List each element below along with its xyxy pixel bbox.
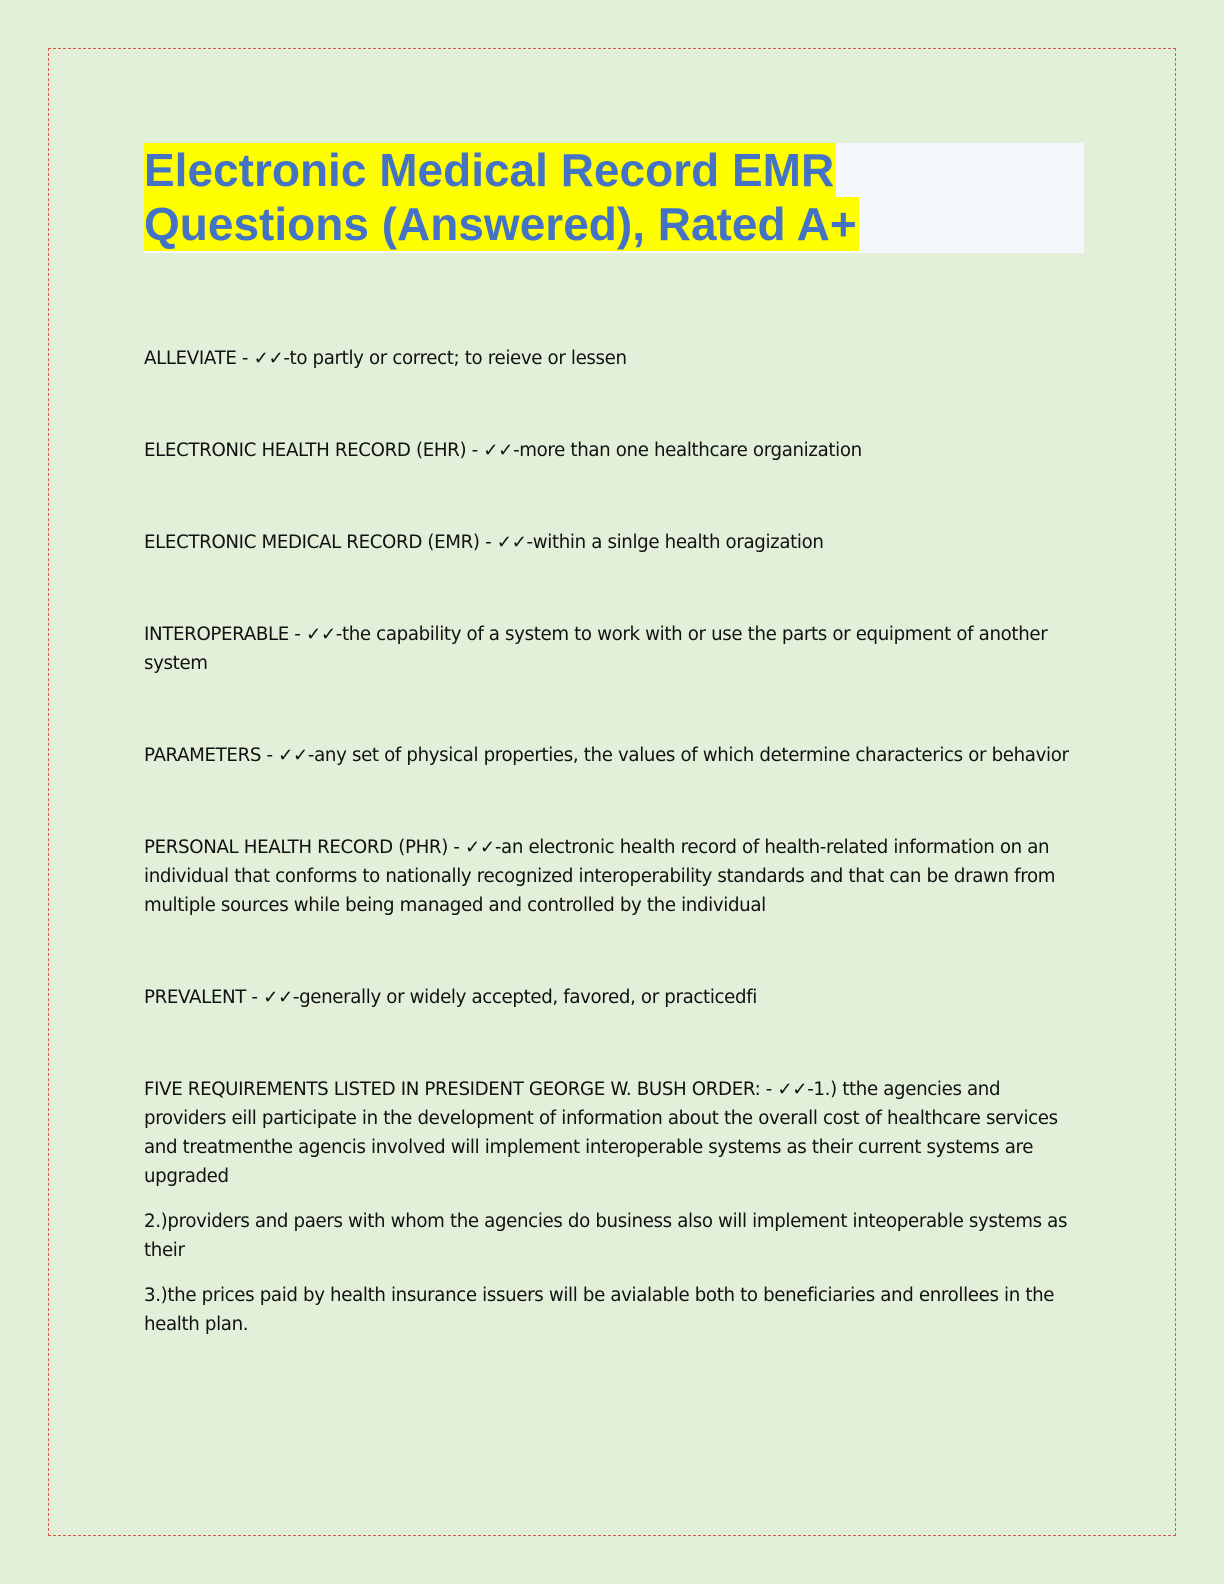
entry-definition: -any set of physical properties, the values of which determine characterics or behavior bbox=[307, 745, 1069, 766]
double-check-icon: ✓✓ bbox=[278, 745, 308, 766]
entry-alleviate bbox=[144, 344, 1084, 373]
double-check-icon: ✓✓ bbox=[305, 624, 336, 645]
double-check-icon: ✓✓ bbox=[496, 532, 527, 553]
double-check-icon: ✓✓ bbox=[253, 348, 284, 369]
double-check-icon: ✓✓ bbox=[777, 1079, 808, 1100]
entry-term: ALLEVIATE - bbox=[144, 348, 254, 369]
sub-point-2: 2.)providers and paers with whom the agencies do business also will implement inteoperable systems as their bbox=[144, 1211, 1068, 1261]
entry-term: PERSONAL HEALTH RECORD (PHR) - bbox=[144, 837, 466, 858]
entry-term: FIVE REQUIREMENTS LISTED IN PRESIDENT GEORGE W. BUSH ORDER: - bbox=[144, 1079, 778, 1100]
entry-definition: -more than one healthcare organization bbox=[513, 440, 862, 461]
entry-phr bbox=[144, 833, 1084, 920]
entry-definition: -1.) tthe agencies and providers eill participate in the development of information about the overall cost of healthcare services and treatmenthe agencis involved will implement interoperable systems as their current systems are upgraded bbox=[144, 1079, 1058, 1187]
title-line-2: Questions (Answered), Rated A+ bbox=[144, 198, 857, 250]
double-check-icon: ✓✓ bbox=[263, 987, 293, 1008]
entry-definition: -within a sinlge health oragization bbox=[526, 532, 824, 553]
entry-term: PARAMETERS - bbox=[144, 745, 279, 766]
sub-point-3: 3.)the prices paid by health insurance issuers will be avialable both to beneficiaries and enrollees in the health plan. bbox=[144, 1285, 1055, 1335]
entry-emr bbox=[144, 528, 1084, 557]
entry-term: PREVALENT - bbox=[144, 987, 264, 1008]
entry-ehr bbox=[144, 436, 1084, 465]
entry-definition: -generally or widely accepted, favored, or practicedfi bbox=[292, 987, 757, 1008]
entry-definition: -an electronic health record of health-related information on an individual that conforms to nationally recognized interoperability standards and that can be drawn from multiple sources while being managed and controlled by the individual bbox=[144, 837, 1056, 916]
title-line-1: Electronic Medical Record EMR bbox=[144, 144, 835, 196]
document-body bbox=[144, 143, 1084, 1339]
double-check-icon: ✓✓ bbox=[483, 440, 514, 461]
double-check-icon: ✓✓ bbox=[465, 837, 495, 858]
entry-parameters bbox=[144, 741, 1084, 770]
entry-bush-order bbox=[144, 1075, 1084, 1191]
entry-term: INTEROPERABLE - bbox=[144, 624, 306, 645]
document-title bbox=[144, 143, 1084, 253]
entry-prevalent bbox=[144, 983, 1084, 1012]
entry-term: ELECTRONIC MEDICAL RECORD (EMR) - bbox=[144, 532, 497, 553]
entry-term: ELECTRONIC HEALTH RECORD (EHR) - bbox=[144, 440, 484, 461]
entry-definition: -to partly or correct; to reieve or lessen bbox=[283, 348, 627, 369]
entry-interoperable bbox=[144, 620, 1084, 678]
entry-definition: -the capability of a system to work with or use the parts or equipment of another system bbox=[144, 624, 1048, 674]
